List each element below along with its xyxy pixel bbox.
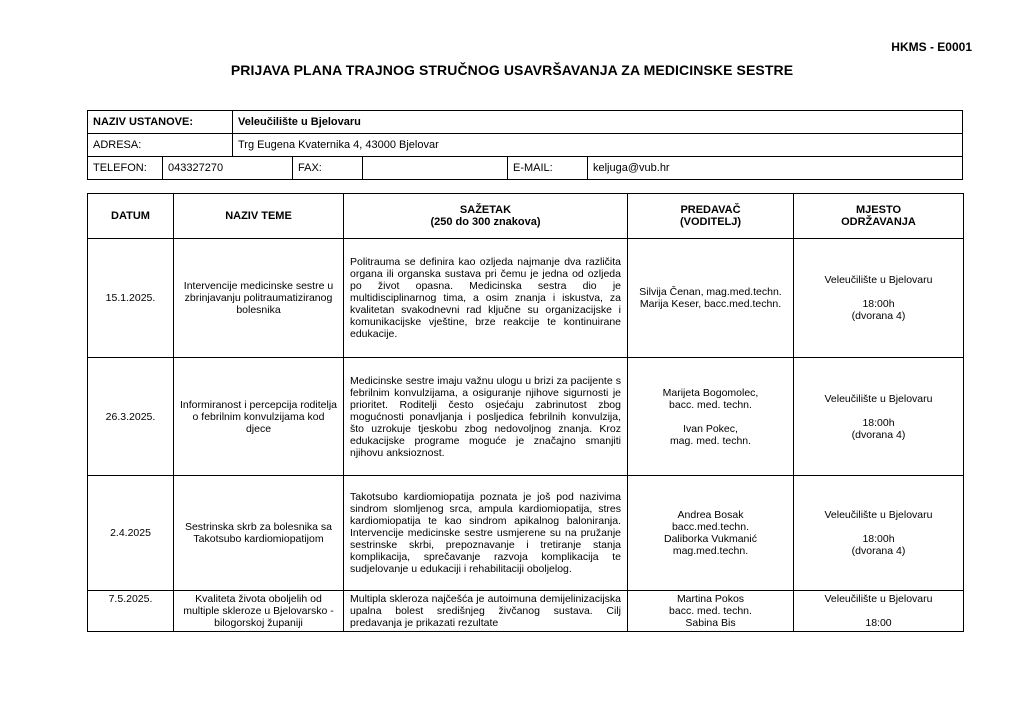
lecturer-line: Daliborka Vukmanić [664, 533, 757, 545]
header-lecturer-line1: PREDAVAČ [680, 204, 741, 216]
lecturer-spacer [633, 411, 788, 423]
place-name: Veleučilište u Bjelovaru [824, 392, 933, 405]
row-summary: Politrauma se definira kao ozljeda najmanje dva različita organa ili organska sustava pri čemu je jedna od ozljeda po život opasna. Medicinska sestra dio je multidisciplinarnog tima, a osim znanja i iskustva, za kvalitetan svakodnevni rad ključne su organizacijske i komunikacijske vještine, brze reakcije te kontinuirane edukacije. [344, 239, 628, 358]
address-label: ADRESA: [88, 134, 233, 157]
lecturer-line: Sabina Bis [685, 617, 736, 629]
row-summary: Medicinske sestre imaju važnu ulogu u brizi za pacijente s febrilnim konvulzijama, a osiguranje njihove sigurnosti je prioritet. Roditelji često osjećaju zabrinutost zbog mogućnosti ponavljanja i posljedica febrilnih konvulzija, što uzrokuje tjeskobu zbog nedovoljnog znanja. Kroz edukacijske programe moguće je značajno smanjiti njihovu anksioznost. [344, 358, 628, 476]
place-name: Veleučilište u Bjelovaru [824, 274, 933, 286]
place-spacer [799, 286, 958, 298]
table-row [88, 239, 964, 358]
row-lecturer [628, 239, 794, 358]
institution-info-table [87, 110, 963, 180]
table-header-row [88, 194, 964, 239]
row-topic: Sestrinska skrb za bolesnika sa Takotsubo kardiomiopatijom [174, 476, 344, 591]
place-room: (dvorana 4) [851, 310, 906, 322]
program-table [87, 193, 964, 632]
address-value: Trg Eugena Kvaternika 4, 43000 Bjelovar [233, 134, 963, 157]
place-spacer [799, 521, 958, 533]
header-summary-title: SAŽETAK [459, 204, 512, 216]
phone-label: TELEFON: [88, 157, 163, 180]
header-place-line2: ODRŽAVANJA [841, 216, 916, 228]
header-date: DATUM [88, 194, 174, 239]
institution-name-label: NAZIV USTANOVE: [88, 111, 233, 134]
fax-value [363, 157, 508, 180]
place-room: (dvorana 4) [851, 545, 906, 557]
row-summary: Multipla skleroza najčešća je autoimuna demijelinizacijska upalna bolest središnjeg živčanog sustava. Cilj predavanja je prikazati rezultate [344, 591, 628, 632]
place-time: 18:00 [865, 617, 892, 629]
header-place-line1: MJESTO [855, 204, 902, 216]
table-row [88, 591, 964, 632]
header-topic: NAZIV TEME [174, 194, 344, 239]
row-date: 15.1.2025. [88, 239, 174, 358]
row-lecturer [628, 476, 794, 591]
place-name: Veleučilište u Bjelovaru [824, 593, 933, 605]
header-lecturer-line2: (VODITELJ) [679, 216, 742, 228]
place-spacer [799, 405, 958, 417]
row-date: 26.3.2025. [88, 358, 174, 476]
row-place [794, 476, 964, 591]
place-time: 18:00h [862, 533, 895, 545]
place-spacer [799, 605, 958, 617]
email-label: E-MAIL: [508, 157, 588, 180]
header-summary [344, 194, 628, 239]
fax-label: FAX: [293, 157, 363, 180]
lecturer-line: mag. med. techn. [669, 434, 752, 447]
row-topic: Kvaliteta života oboljelih od multiple skleroze u Bjelovarsko - bilogorskoj županiji [174, 591, 344, 632]
institution-name-value: Veleučilište u Bjelovaru [233, 111, 963, 134]
lecturer-line: Marija Keser, bacc.med.techn. [639, 298, 782, 310]
header-place [794, 194, 964, 239]
row-lecturer [628, 591, 794, 632]
lecturer-line: bacc. med. techn. [669, 398, 752, 411]
document-code: HKMS - E0001 [891, 40, 972, 54]
phone-value: 043327270 [163, 157, 293, 180]
lecturer-line: bacc.med.techn. [671, 521, 750, 533]
row-place [794, 358, 964, 476]
lecturer-line: mag.med.techn. [672, 545, 749, 557]
lecturer-line: Marijeta Bogomolec, [662, 386, 759, 399]
row-topic: Informiranost i percepcija roditelja o febrilnim konvulzijama kod djece [174, 358, 344, 476]
lecturer-line: Ivan Pokec, [683, 422, 738, 435]
place-name: Veleučilište u Bjelovaru [824, 509, 933, 521]
row-date: 2.4.2025 [88, 476, 174, 591]
row-date: 7.5.2025. [88, 591, 174, 632]
row-place [794, 239, 964, 358]
row-lecturer [628, 358, 794, 476]
table-row [88, 476, 964, 591]
document-title: PRIJAVA PLANA TRAJNOG STRUČNOG USAVRŠAVANJA ZA MEDICINSKE SESTRE [230, 62, 794, 78]
row-summary: Takotsubo kardiomiopatija poznata je još pod nazivima sindrom slomljenog srca, ampula kardiomiopatija, stres kardiomiopatija te kao sindrom apikalnog baloniranja. Intervencije medicinske sestre usmjerene su na pružanje sestrinske skrbi, prepoznavanje i tretiranje stanja komplikacija, sprečavanje razvoja komplikacija te sudjelovanje u edukaciji i rehabilitaciji oboljelog. [344, 476, 628, 591]
lecturer-line: Silvija Čenan, mag.med.techn. [639, 286, 782, 298]
place-time: 18:00h [862, 298, 895, 310]
lecturer-line: Martina Pokos [676, 593, 745, 605]
header-summary-sub: (250 do 300 znakova) [430, 216, 541, 228]
header-lecturer [628, 194, 794, 239]
place-time: 18:00h [862, 416, 895, 429]
row-topic: Intervencije medicinske sestre u zbrinjavanju politraumatiziranog bolesnika [174, 239, 344, 358]
lecturer-line: bacc. med. techn. [669, 605, 752, 617]
row-place [794, 591, 964, 632]
place-room: (dvorana 4) [851, 428, 906, 441]
email-value: keljuga@vub.hr [588, 157, 963, 180]
table-row [88, 358, 964, 476]
lecturer-line: Andrea Bosak [677, 509, 744, 521]
